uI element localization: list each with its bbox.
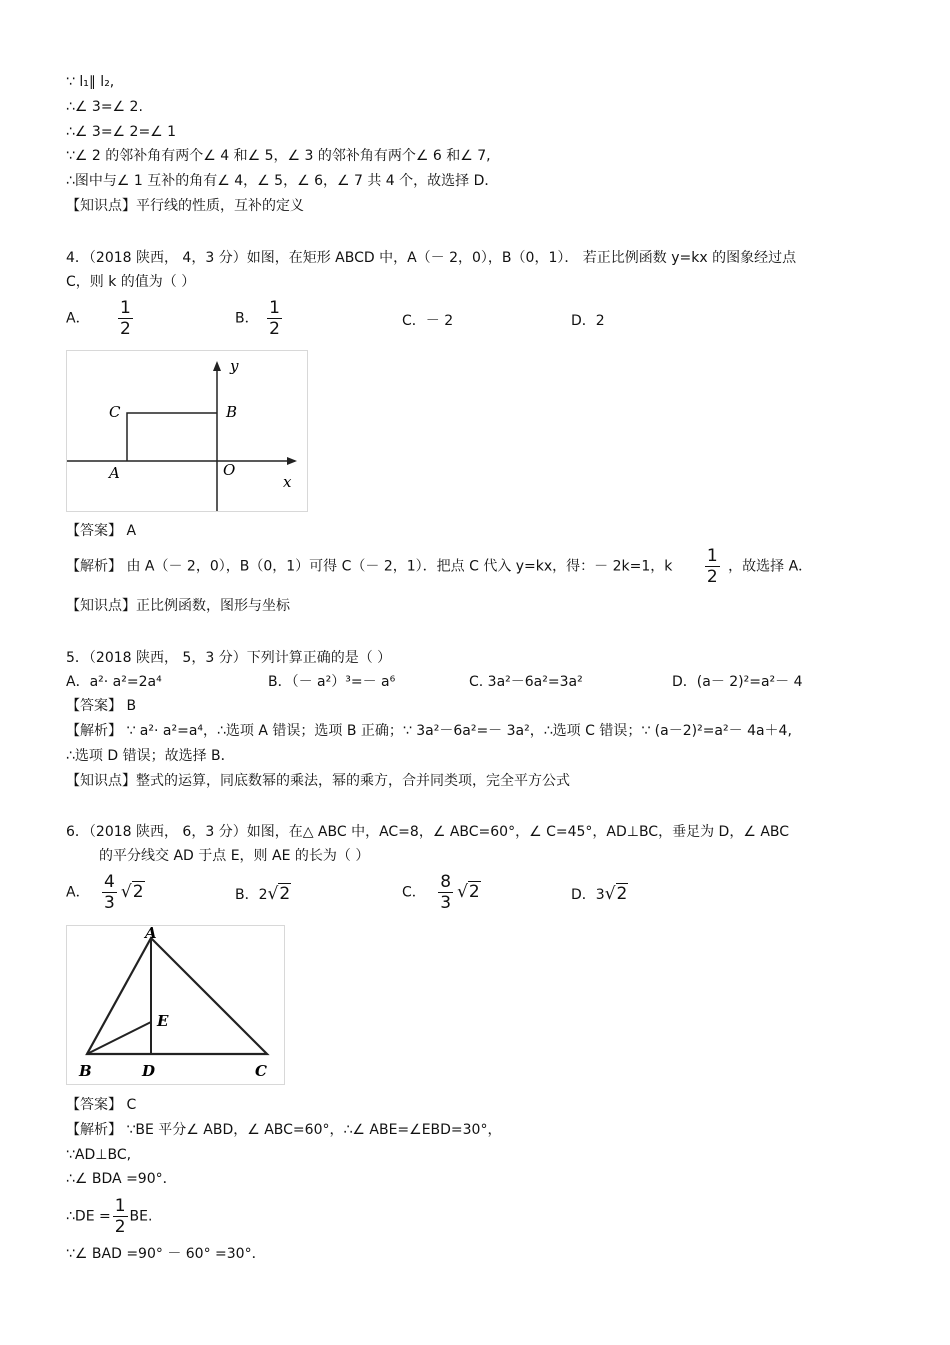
- q4-coordinate-figure: [66, 350, 308, 512]
- q6-option-b: [235, 884, 291, 905]
- q6-answer: 【答案】 C: [66, 1097, 137, 1113]
- q5-option-c: C. 3a²－6a²=3a²: [469, 674, 583, 690]
- q6-figure-svg: [67, 926, 284, 1084]
- q6-option-a-sqrt: √2: [120, 881, 144, 902]
- q6-option-c-denominator: 3: [440, 893, 452, 913]
- q4-option-a: [66, 298, 137, 339]
- q6-option-d-label: D．3: [571, 887, 605, 903]
- q4-answer: 【答案】 A: [66, 523, 137, 539]
- q4-option-b-fraction: [267, 298, 282, 339]
- q4-option-a-fraction: [118, 298, 133, 339]
- q4-x-axis-arrow: [287, 457, 297, 465]
- q6-option-a-denominator: 3: [104, 893, 115, 913]
- q4-analysis-fraction: [705, 546, 720, 587]
- q4-option-b-label: B．: [235, 310, 259, 327]
- q4-label-o: O: [223, 461, 236, 479]
- q4-stem-line-2: C，则 k 的值为（ ）: [66, 274, 196, 290]
- q4-option-a-numerator: 1: [120, 298, 131, 318]
- q4-analysis: [66, 546, 812, 587]
- q6-analysis-line-4: [66, 1196, 152, 1237]
- sec3-line-5: ∴图中与∠ 1 互补的角有∠ 4，∠ 5，∠ 6，∠ 7 共 4 个，故选择 D．: [66, 173, 499, 189]
- q6-label-b: B: [79, 1062, 92, 1080]
- q6-label-e: E: [157, 1012, 169, 1030]
- q5-option-b: B．（－ a²）³=－ a⁶: [268, 674, 396, 690]
- q6-option-c-numerator: 8: [440, 872, 452, 892]
- q4-y-axis-arrow: [213, 361, 221, 371]
- q4-option-b: [235, 298, 286, 339]
- q6-triangle-abc: [87, 938, 267, 1054]
- q4-knowledge-point: 【知识点】正比例函数，图形与坐标: [66, 598, 290, 614]
- q5-analysis-line-1: 【解析】 ∵ a²· a²=a⁴，∴选项 A 错误；选项 B 正确；∵ 3a²－6a²=－ 3a²，∴选项 C 错误；∵ (a－2)²=a²－ 4a＋4,: [66, 723, 792, 739]
- q6-triangle-figure: [66, 925, 285, 1085]
- q6-option-d: [571, 884, 628, 905]
- q4-option-b-numerator: 1: [269, 298, 280, 318]
- q6-option-a-fraction: [102, 872, 117, 913]
- q5-analysis-line-2: ∴选项 D 错误；故选择 B．: [66, 748, 235, 764]
- q6-option-b-label: B．2: [235, 887, 268, 903]
- q6-option-b-radicand: 2: [279, 884, 291, 904]
- q4-analysis-tail: ，故选择 A．: [728, 558, 813, 575]
- q6-analysis-line-5: ∵∠ BAD =90° － 60° =30°．: [66, 1246, 266, 1262]
- q6-option-a-radicand: 2: [132, 881, 144, 902]
- q6-analysis-line-3: ∴∠ BDA =90°．: [66, 1171, 177, 1187]
- q6-analysis-fraction: [113, 1196, 128, 1237]
- q5-knowledge-point: 【知识点】整式的运算，同底数幂的乘法，幂的乘方，合并同类项，完全平方公式: [66, 773, 570, 789]
- q5-stem: 5．（2018 陕西， 5，3 分）下列计算正确的是（ ）: [66, 650, 392, 666]
- q4-stem-line-1: 4．（2018 陕西， 4，3 分）如图，在矩形 ABCD 中，A（－ 2，0），B（0，1）． 若正比例函数 y=kx 的图象经过点: [66, 250, 797, 266]
- q6-option-c-label: C．: [402, 884, 426, 901]
- q6-option-d-sqrt: √2: [604, 884, 628, 904]
- q6-option-b-sqrt: √2: [267, 884, 291, 904]
- q6-option-a-label: A．: [66, 884, 90, 901]
- sec3-line-1: ∵ l₁∥ l₂,: [66, 74, 115, 90]
- q4-rectangle: [127, 413, 217, 461]
- q6-option-c-sqrt: √2: [457, 881, 480, 902]
- q6-option-a-numerator: 4: [104, 872, 115, 892]
- q6-label-a: A: [145, 926, 157, 942]
- q4-figure-svg: [67, 351, 307, 511]
- q6-option-c-fraction: [438, 872, 453, 913]
- q5-option-d: D．(a－ 2)²=a²－ 4: [672, 674, 803, 690]
- q6-analysis-line-2: ∵AD⊥BC,: [66, 1147, 132, 1163]
- q5-option-a: A．a²· a²=2a⁴: [66, 674, 162, 690]
- q4-analysis-text: 【解析】 由 A（－ 2，0），B（0，1）可得 C（－ 2，1）．把点 C 代入 y=kx，得：－ 2k=1，k: [66, 558, 673, 575]
- q4-option-d: D．2: [571, 313, 605, 329]
- q4-option-b-denominator: 2: [269, 319, 280, 339]
- q6-analysis-numerator: 1: [114, 1196, 126, 1216]
- sec3-line-2: ∴∠ 3=∠ 2.: [66, 99, 143, 115]
- q5-answer: 【答案】 B: [66, 698, 137, 714]
- q4-label-x: x: [283, 473, 292, 491]
- sec3-knowledge-point: 【知识点】平行线的性质，互补的定义: [66, 198, 304, 214]
- q4-label-a: A: [109, 464, 120, 482]
- q6-analysis-denominator: 2: [114, 1217, 126, 1237]
- q4-analysis-numerator: 1: [706, 546, 718, 566]
- sec3-line-4: ∵∠ 2 的邻补角有两个∠ 4 和∠ 5，∠ 3 的邻补角有两个∠ 6 和∠ 7,: [66, 148, 491, 164]
- q6-option-a: [66, 872, 145, 913]
- q6-stem-line-2: 的平分线交 AD 于点 E，则 AE 的长为（ ）: [99, 848, 370, 864]
- q6-label-d: D: [142, 1062, 156, 1080]
- q4-label-b: B: [226, 403, 238, 421]
- q6-option-c-radicand: 2: [468, 881, 480, 902]
- sec3-line-3: ∴∠ 3=∠ 2=∠ 1: [66, 124, 177, 140]
- q4-label-y: y: [230, 357, 239, 375]
- q6-analysis-line-4-text: ∴DE =: [66, 1208, 111, 1225]
- q4-label-c: C: [109, 403, 121, 421]
- q6-analysis-line-1: 【解析】 ∵BE 平分∠ ABD，∠ ABC=60°，∴∠ ABE=∠EBD=30°，: [66, 1122, 502, 1138]
- q4-option-a-denominator: 2: [120, 319, 131, 339]
- q6-stem-line-1: 6．（2018 陕西， 6，3 分）如图，在△ ABC 中，AC=8，∠ ABC=60°，∠ C=45°，AD⊥BC，垂足为 D，∠ ABC: [66, 824, 790, 840]
- q6-analysis-line-4-tail: BE.: [129, 1208, 153, 1225]
- q4-analysis-denominator: 2: [706, 567, 718, 587]
- q6-label-c: C: [255, 1062, 267, 1080]
- q6-option-d-radicand: 2: [616, 884, 628, 904]
- q4-option-c: C．－ 2: [402, 313, 454, 329]
- q4-option-a-label: A．: [66, 310, 90, 327]
- q6-option-c: [402, 872, 481, 913]
